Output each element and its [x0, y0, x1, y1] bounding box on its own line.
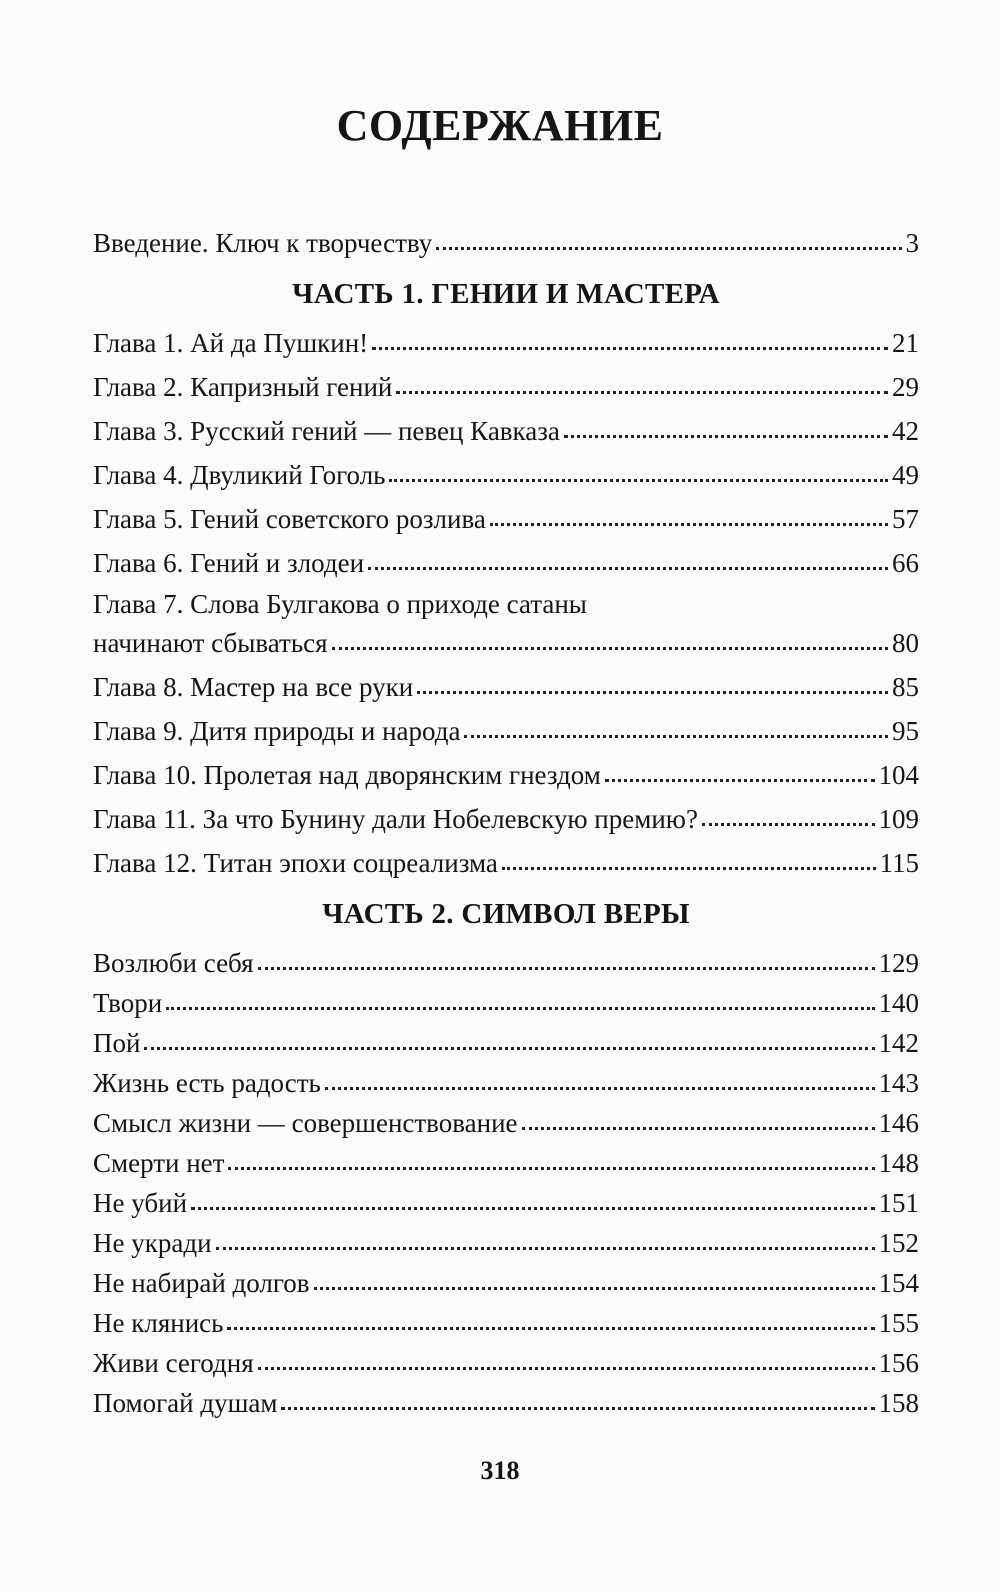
toc-entry-label: Глава 1. Ай да Пушкин! — [93, 328, 369, 358]
toc-entry-label: Глава 6. Гений и злодеи — [93, 548, 365, 578]
toc-entry-page: 151 — [878, 1188, 919, 1218]
toc-entry-part2-5 — [93, 1102, 919, 1138]
toc-entry-label: Введение. Ключ к творчеству — [93, 228, 433, 258]
dot-leader — [522, 1127, 875, 1130]
toc-entry-label: Смысл жизни — совершенствование — [93, 1108, 518, 1138]
dot-leader — [436, 247, 901, 250]
toc-entry-page: 95 — [892, 716, 919, 746]
section-heading-part1: ЧАСТЬ 1. ГЕНИИ И МАСТЕРА — [292, 278, 720, 310]
dot-leader — [490, 523, 888, 526]
toc-entry-page: 66 — [892, 548, 919, 578]
toc-entry-page: 158 — [878, 1388, 919, 1418]
toc-entry-part2-4 — [93, 1062, 919, 1098]
toc-entry-page: 156 — [878, 1348, 919, 1378]
toc-entry-chapter-2 — [93, 366, 919, 402]
page-number: 318 — [480, 1456, 520, 1485]
toc-entry-chapter-4 — [93, 454, 919, 490]
toc-entry-label: Глава 7. Слова Булгакова о приходе сатаны — [93, 589, 587, 619]
dot-leader — [368, 567, 888, 570]
toc-entry-part2-7 — [93, 1182, 919, 1218]
toc-entry-label: Глава 3. Русский гений — певец Кавказа — [93, 416, 560, 446]
toc-entry-page: 152 — [878, 1228, 919, 1258]
toc-entry-part2-3 — [93, 1022, 919, 1058]
toc-entry-label: Не клянись — [93, 1308, 224, 1338]
toc-entry-label: Пой — [93, 1028, 141, 1058]
toc-entry-label-continued: начинают сбываться — [93, 628, 328, 658]
toc-entry-page: 155 — [878, 1308, 919, 1338]
toc-entry-label: Твори — [93, 988, 163, 1018]
dot-leader — [325, 1087, 875, 1090]
dot-leader — [372, 347, 888, 350]
toc-entry-chapter-3 — [93, 410, 919, 446]
dot-leader — [216, 1247, 875, 1250]
toc-entry-line2 — [93, 622, 919, 658]
dot-leader — [332, 647, 888, 650]
toc-entry-page: 57 — [892, 504, 919, 534]
toc-entry-page: 142 — [878, 1028, 919, 1058]
toc-entry-part2-10 — [93, 1302, 919, 1338]
toc-entry-chapter-12 — [93, 842, 919, 878]
dot-leader — [396, 391, 888, 394]
toc-entry-label: Живи сегодня — [93, 1348, 254, 1378]
toc-entry-page: 146 — [878, 1108, 919, 1138]
dot-leader — [502, 867, 876, 870]
toc-entry-part2-12 — [93, 1382, 919, 1418]
dot-leader — [389, 479, 888, 482]
toc-entry-chapter-1 — [93, 322, 919, 358]
toc-entry-page: 109 — [878, 804, 919, 834]
toc-entry-part2-9 — [93, 1262, 919, 1298]
toc-entry-chapter-6 — [93, 542, 919, 578]
toc-entry-page: 29 — [892, 372, 919, 402]
toc-entry-label: Не набирай долгов — [93, 1268, 310, 1298]
toc-entry-label: Возлюби себя — [93, 948, 254, 978]
dot-leader — [166, 1007, 874, 1010]
toc-entry-part2-6 — [93, 1142, 919, 1178]
toc-entry-intro — [93, 222, 919, 258]
toc-entry-label: Глава 5. Гений советского розлива — [93, 504, 486, 534]
toc-entry-page: 3 — [905, 228, 919, 258]
toc-entry-chapter-8 — [93, 666, 919, 702]
dot-leader — [228, 1167, 874, 1170]
toc-entry-label: Глава 9. Дитя природы и народа — [93, 716, 461, 746]
toc-entry-page: 154 — [878, 1268, 919, 1298]
toc-entry-page: 129 — [878, 948, 919, 978]
toc-entry-page: 85 — [892, 672, 919, 702]
toc-entry-part2-1 — [93, 942, 919, 978]
toc-entry-page: 21 — [892, 328, 919, 358]
toc-entry-part2-11 — [93, 1342, 919, 1378]
dot-leader — [417, 691, 888, 694]
dot-leader — [191, 1207, 874, 1210]
toc-entry-chapter-5 — [93, 498, 919, 534]
toc-entry-chapter-10 — [93, 754, 919, 790]
toc-entry-label: Глава 4. Двуликий Гоголь — [93, 460, 386, 490]
dot-leader — [144, 1047, 874, 1050]
section-heading-part2: ЧАСТЬ 2. СИМВОЛ ВЕРЫ — [322, 898, 690, 930]
dot-leader — [227, 1327, 874, 1330]
toc-entry-page: 42 — [892, 416, 919, 446]
toc-entry-label: Глава 11. За что Бунину дали Нобелевскую премию? — [93, 804, 698, 834]
page-title: СОДЕРЖАНИЕ — [336, 101, 664, 150]
toc-entry-page: 80 — [892, 628, 919, 658]
toc-entry-page: 140 — [878, 988, 919, 1018]
toc-entry-label: Глава 10. Пролетая над дворянским гнездом — [93, 760, 601, 790]
toc-entry-label: Помогай душам — [93, 1388, 278, 1418]
toc-entry-page: 49 — [892, 460, 919, 490]
dot-leader — [281, 1407, 874, 1410]
dot-leader — [564, 435, 888, 438]
toc-entry-label: Не укради — [93, 1228, 212, 1258]
toc-entry-label: Глава 12. Титан эпохи соцреализма — [93, 848, 498, 878]
toc-entry-page: 143 — [878, 1068, 919, 1098]
toc-entry-label: Жизнь есть радость — [93, 1068, 321, 1098]
toc-entry-label: Не убий — [93, 1188, 188, 1218]
dot-leader — [464, 735, 888, 738]
toc-entry-part2-8 — [93, 1222, 919, 1258]
dot-leader — [258, 967, 875, 970]
toc-entry-chapter-9 — [93, 710, 919, 746]
toc-entry-label: Глава 8. Мастер на все руки — [93, 672, 414, 702]
toc-entry-page: 104 — [878, 760, 919, 790]
toc-entry-label: Глава 2. Капризный гений — [93, 372, 393, 402]
toc-entry-part2-2 — [93, 982, 919, 1018]
toc-entry-page: 115 — [879, 848, 919, 878]
dot-leader — [702, 823, 875, 826]
toc-entry-label: Смерти нет — [93, 1148, 225, 1178]
dot-leader — [258, 1367, 875, 1370]
dot-leader — [314, 1287, 875, 1290]
toc-entry-page: 148 — [878, 1148, 919, 1178]
toc-entry-chapter-7 — [93, 586, 919, 658]
toc-entry-chapter-11 — [93, 798, 919, 834]
dot-leader — [605, 779, 875, 782]
